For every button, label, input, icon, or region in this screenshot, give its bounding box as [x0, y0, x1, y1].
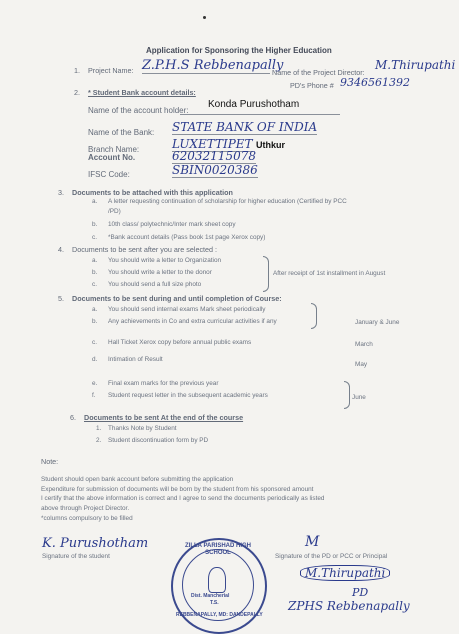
- list-item: Thanks Note by Student: [108, 425, 177, 432]
- list-item-mark: f.: [92, 392, 96, 399]
- note-line: I certify that the above information is correct and I agree to send the documents periodically as listed: [41, 495, 325, 502]
- branch-typed-value: Uthkur: [256, 140, 285, 150]
- list-item: You should send internal exams Mark sheet periodically: [108, 306, 266, 313]
- item-number: 3.: [58, 188, 64, 197]
- month-march: March: [355, 341, 373, 348]
- item-number: 1.: [74, 66, 80, 75]
- section4-heading: Documents to be sent after you are selected :: [72, 245, 218, 254]
- pd-signature-school: ZPHS Rebbenapally: [288, 599, 410, 613]
- project-director-value: M.Thirupathi: [375, 58, 456, 72]
- account-number-label: Account No.: [88, 153, 136, 162]
- list-item-mark: a.: [92, 257, 98, 264]
- list-item-mark: c.: [92, 281, 97, 288]
- bank-name-value: STATE BANK OF INDIA: [172, 120, 318, 134]
- account-holder-line: [180, 114, 340, 115]
- list-item-mark: b.: [92, 318, 98, 325]
- section5-heading: Documents to be sent during and until completion of Course:: [72, 294, 282, 303]
- list-item: 10th class/ polytechnic/Inter mark sheet copy: [108, 221, 236, 228]
- list-item-mark: e.: [92, 380, 98, 387]
- project-name-value: Z.P.H.S Rebbenapally: [142, 58, 284, 73]
- ifsc-label: IFSC Code:: [88, 170, 130, 179]
- section6-heading: Documents to be sent At the end of the course: [84, 413, 244, 422]
- header-dot: [203, 16, 206, 19]
- stamp-district: Dist. Mancherial: [191, 593, 230, 599]
- bank-name-label: Name of the Bank:: [88, 128, 155, 137]
- stamp-top-text: ZILLA PARISHAD HIGH SCHOOL: [185, 543, 251, 556]
- phone-value: 9346561392: [340, 76, 410, 89]
- bank-heading: * Student Bank account details:: [88, 88, 196, 97]
- ifsc-value: SBIN0020386: [172, 163, 258, 177]
- pd-signature-label: Signature of the PD or PCC or Principal: [275, 553, 388, 560]
- list-item: Hall Ticket Xerox copy before annual public exams: [108, 339, 252, 346]
- list-item: /PD): [108, 208, 121, 215]
- branch-name-label: Branch Name:: [88, 145, 140, 154]
- account-holder-value: Konda Purushotham: [208, 99, 300, 110]
- item-number: 4.: [58, 245, 64, 254]
- list-item: You should write a letter to Organization: [108, 257, 222, 264]
- note-line: *columns compulsory to be filled: [41, 515, 133, 522]
- list-item: You should write a letter to the donor: [108, 269, 212, 276]
- list-item-mark: c.: [92, 234, 97, 241]
- project-name-label: Project Name:: [88, 66, 134, 75]
- account-holder-label: Name of the account holder:: [88, 106, 189, 115]
- phone-label: PD's Phone #: [290, 81, 334, 90]
- month-may: May: [355, 361, 368, 368]
- account-number-value: 62032115078: [172, 149, 256, 163]
- list-item-mark: d.: [92, 356, 98, 363]
- note-line: Expenditure for submission of documents will be born by the student from his sponsored amount: [41, 486, 314, 493]
- section5-brace-2: [344, 381, 350, 409]
- list-item-mark: b.: [92, 269, 98, 276]
- list-item: Student request letter in the subsequent academic years: [108, 392, 268, 399]
- note-line: above through Project Director.: [41, 505, 130, 512]
- note-label: Note:: [41, 457, 59, 466]
- stamp-bottom-text: REBBENAPALLY, MD: DANDEPALLY: [176, 612, 263, 618]
- item-number: 5.: [58, 294, 64, 303]
- section4-note: After receipt of 1st installment in August: [273, 270, 386, 277]
- project-director-label: Name of the Project Director:: [272, 68, 365, 77]
- student-signature-label: Signature of the student: [42, 553, 110, 560]
- list-item: You should send a full size photo: [108, 281, 202, 288]
- emblem-icon: [208, 567, 226, 593]
- list-item: Student discontinuation form by PD: [108, 437, 209, 444]
- student-signature: K. Purushotham: [42, 536, 149, 551]
- item-number: 6.: [70, 413, 76, 422]
- list-item: Intimation of Result: [108, 356, 163, 363]
- section4-brace: [263, 256, 269, 292]
- list-item-mark: a.: [92, 198, 98, 205]
- list-item-mark: b.: [92, 221, 98, 228]
- list-item: *Bank account details (Pass book 1st page Xerox copy): [108, 234, 266, 241]
- stamp-state: T.S.: [210, 600, 219, 606]
- list-item: A letter requesting continuation of scholarship for higher education (Certified by PCC: [108, 198, 347, 205]
- branch-name-value: LUXETTIPET: [172, 137, 253, 151]
- list-item-mark: 1.: [96, 425, 102, 432]
- list-item-mark: c.: [92, 339, 97, 346]
- section3-heading: Documents to be attached with this application: [72, 188, 233, 197]
- list-item: Final exam marks for the previous year: [108, 380, 219, 387]
- item-number: 2.: [74, 88, 80, 97]
- section5-brace: [311, 303, 317, 329]
- pd-signature: M.Thirupathi: [300, 565, 390, 581]
- pd-signature-role: PD: [352, 586, 369, 599]
- list-item: Any achievements in Co and extra curricular activities if any: [108, 318, 277, 325]
- list-item-mark: 2.: [96, 437, 102, 444]
- page-title: Application for Sponsoring the Higher Education: [146, 46, 332, 55]
- month-june: June: [352, 394, 366, 401]
- list-item-mark: a.: [92, 306, 98, 313]
- pd-initials: M: [305, 534, 320, 550]
- note-line: Student should open bank account before submitting the application: [41, 476, 234, 483]
- month-jan-june: January & June: [355, 319, 400, 326]
